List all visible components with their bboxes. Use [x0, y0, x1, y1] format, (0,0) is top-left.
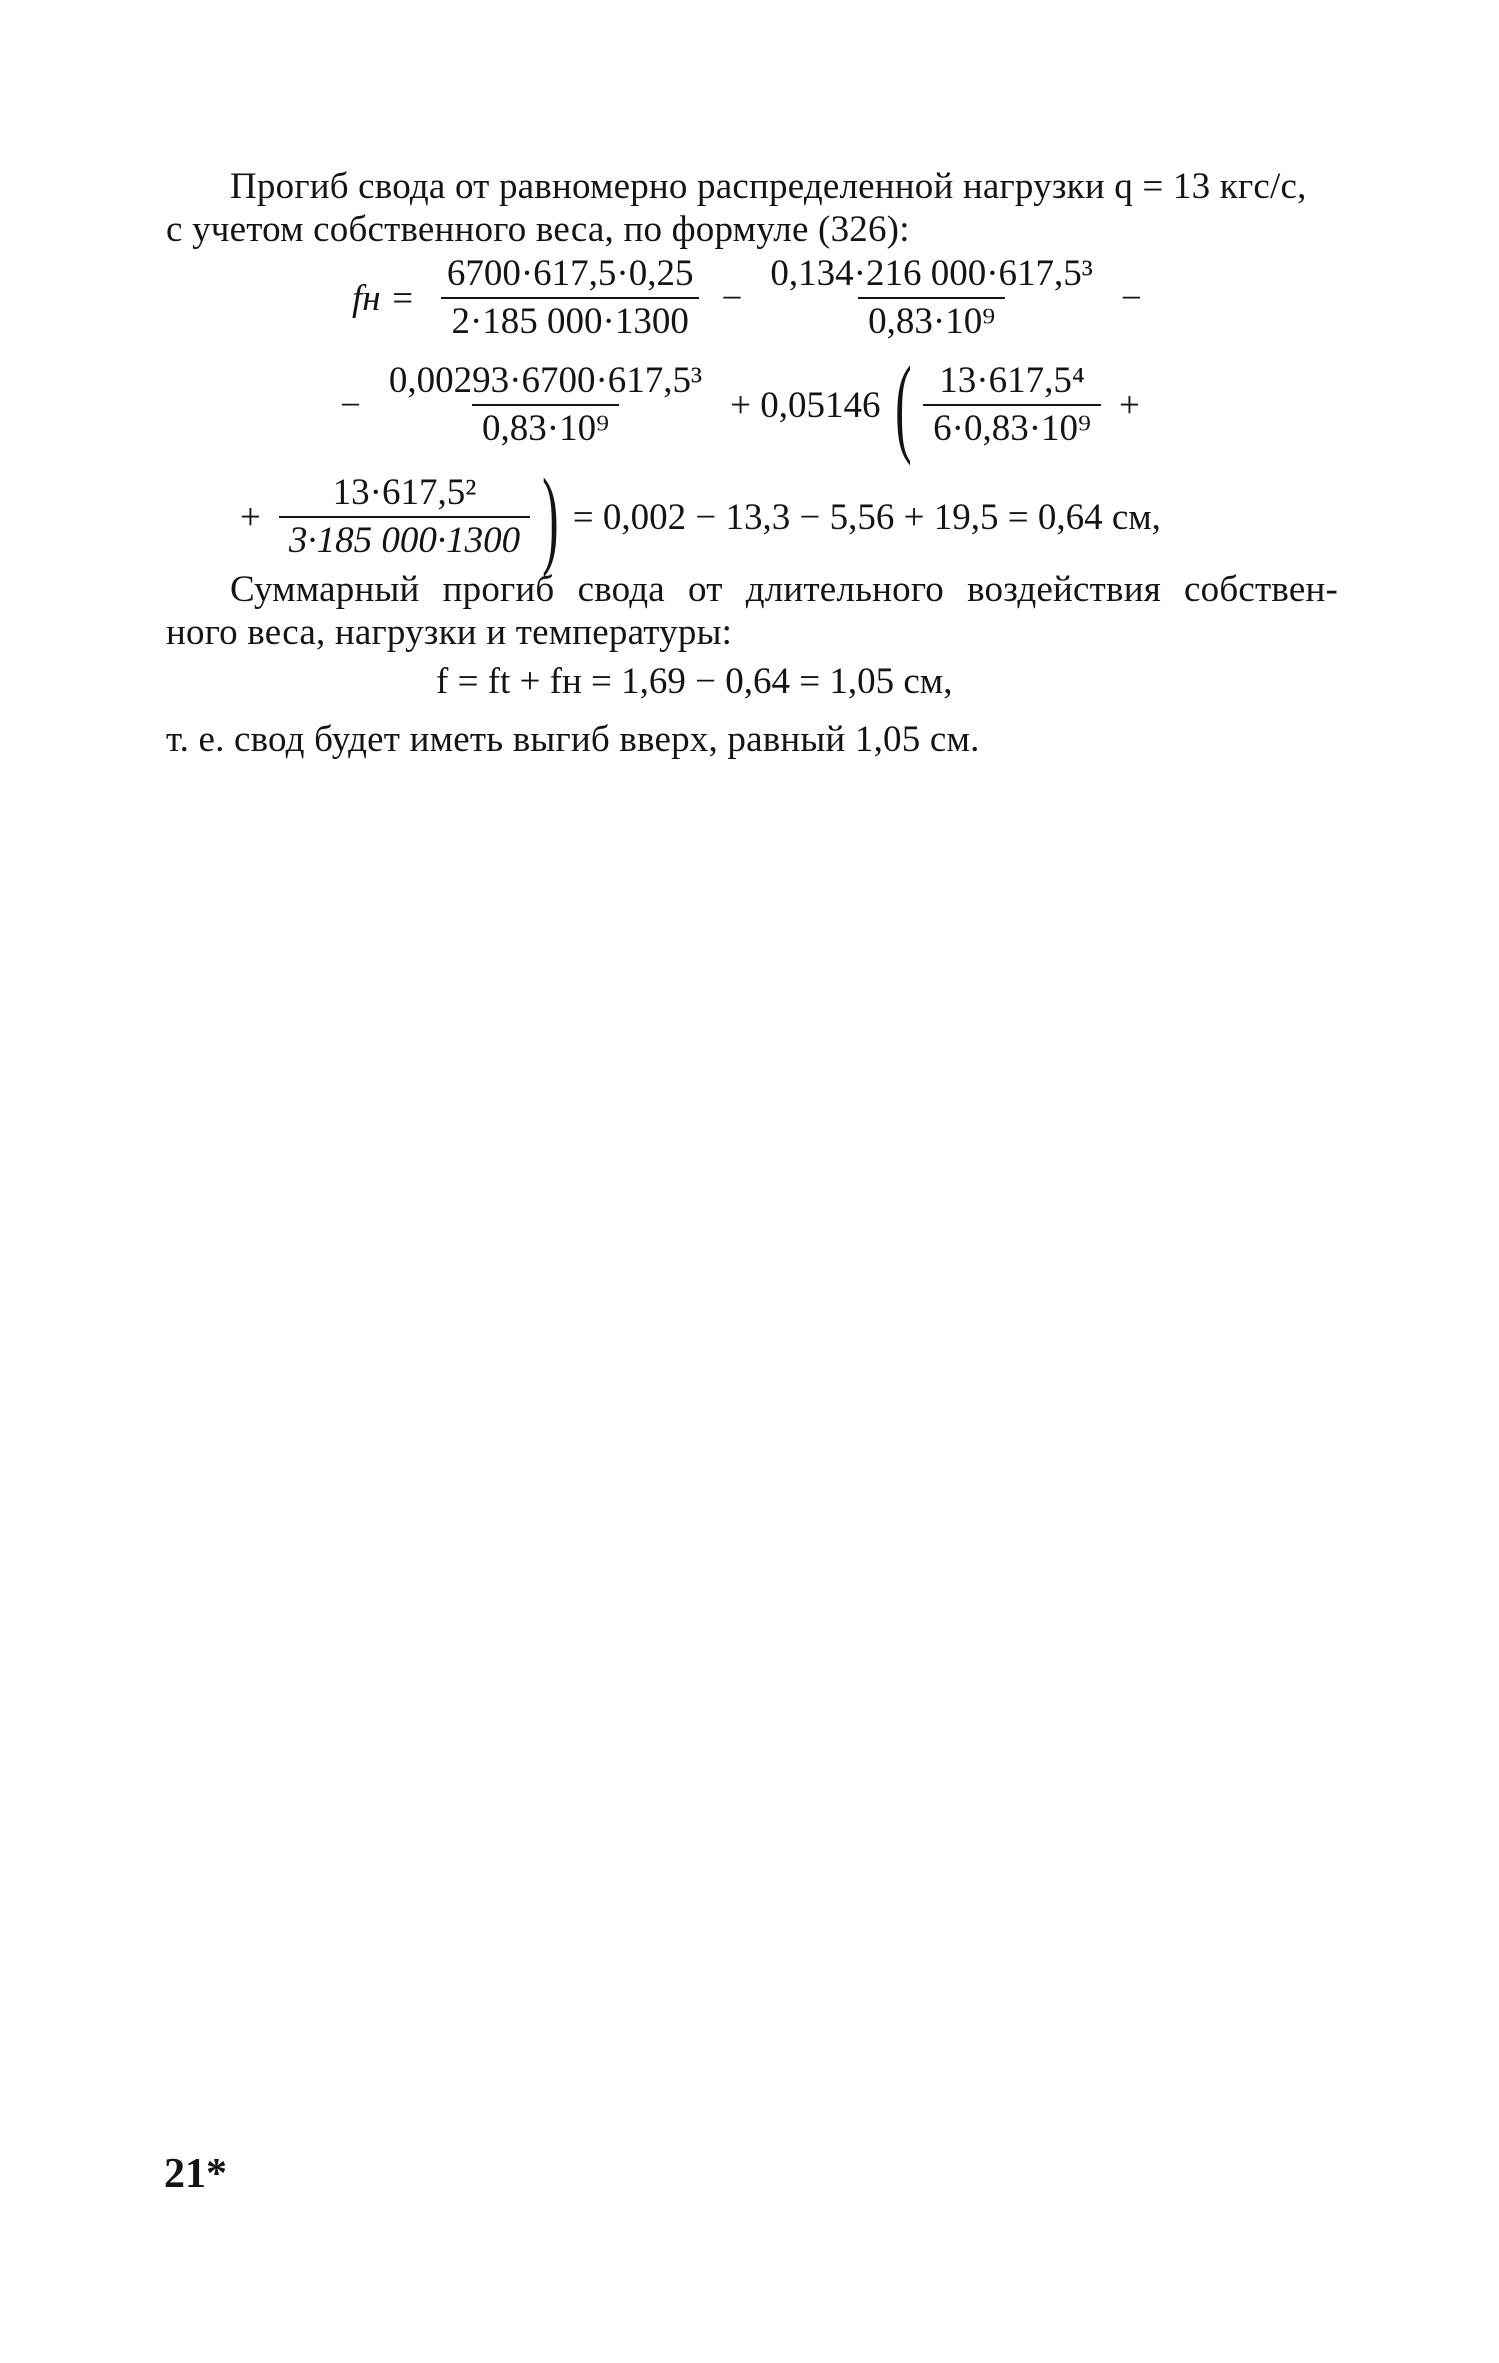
fraction-denominator: 0,83·10⁹ [858, 297, 1005, 341]
fraction-denominator: 6·0,83·10⁹ [923, 404, 1101, 448]
fraction-denominator: 0,83·10⁹ [472, 404, 619, 448]
fraction-numerator: 13·617,5² [332, 472, 477, 513]
equation-lhs: fн = [352, 277, 415, 319]
paragraph-line: ного веса, нагрузки и температуры: [166, 612, 733, 653]
fraction-numerator: 6700·617,5·0,25 [446, 253, 694, 294]
equation-result: = 0,002 − 13,3 − 5,56 + 19,5 = 0,64 см, [572, 496, 1161, 538]
fraction [923, 362, 1101, 448]
operator: − [721, 277, 743, 319]
equation-fn-line1 [352, 255, 1152, 341]
operator: − [340, 384, 361, 426]
fraction-numerator: 13·617,5⁴ [939, 360, 1085, 401]
fraction-denominator: 3·185 000·1300 [279, 516, 530, 560]
operator: + [1118, 384, 1140, 426]
fraction [279, 474, 530, 560]
paragraph-deflection-intro [166, 165, 1338, 251]
coefficient: + 0,05146 [730, 384, 881, 426]
equation-total-f [436, 660, 952, 703]
fraction-numerator: 0,00293·6700·617,5³ [388, 360, 703, 401]
equation-text: f = ft + fн = 1,69 − 0,64 = 1,05 см, [436, 661, 953, 702]
open-parenthesis: ( [894, 344, 912, 466]
fraction [760, 255, 1103, 341]
equation-fn-line2 [330, 344, 1150, 466]
paragraph-line: Прогиб свода от равномерно распределенной нагрузки q = 13 кгс/с, [230, 166, 1307, 207]
close-parenthesis: ) [542, 456, 559, 578]
paragraph-conclusion [166, 718, 1338, 761]
page-number: 21* [164, 2151, 227, 2197]
equation-fn-line3 [230, 456, 1171, 578]
operator: − [1120, 277, 1142, 319]
fraction-denominator: 2·185 000·1300 [441, 297, 698, 341]
operator: + [240, 496, 261, 538]
fraction [437, 255, 704, 341]
paragraph-line: т. е. свод будет иметь выгиб вверх, равный 1,05 см. [166, 719, 980, 760]
paragraph-line: Суммарный прогиб свода от длительного воздействия собствен- [230, 569, 1338, 610]
paragraph-line: с учетом собственного веса, по формуле (326): [166, 209, 910, 250]
paragraph-total-deflection [166, 568, 1338, 654]
fraction [379, 362, 712, 448]
fraction-numerator: 0,134·216 000·617,5³ [770, 253, 1093, 294]
